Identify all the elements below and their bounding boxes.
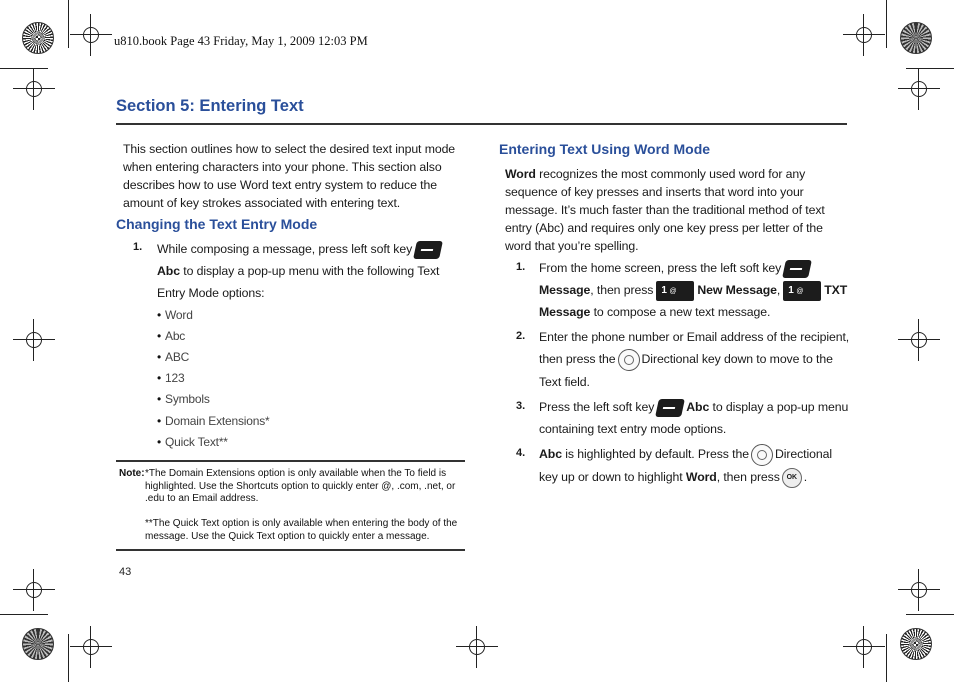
step-number: 1.	[133, 241, 143, 253]
registration-mark	[83, 639, 99, 655]
option-label: Word	[165, 308, 193, 322]
step-1-text	[157, 238, 467, 304]
step-text: .	[803, 469, 808, 484]
step-text: , then press	[716, 469, 780, 484]
key-symbol: @	[796, 287, 804, 295]
crop-mark	[886, 0, 887, 48]
step-text: From the home screen, press the left soft key	[539, 261, 782, 275]
note-rule-bottom	[116, 549, 465, 551]
crop-mark	[68, 634, 69, 682]
registration-mark	[83, 27, 99, 43]
crop-mark	[0, 68, 48, 69]
book-header: u810.book Page 43 Friday, May 1, 2009 12:03 PM	[114, 34, 368, 48]
step-number: 1.	[516, 261, 526, 273]
intro-paragraph: This section outlines how to select the desired text input mode when entering characters into your phone. This section also describes how to use Word text entry system to reduce the amount of key strokes associated with entering text.	[123, 142, 456, 210]
word-label: Word	[505, 167, 536, 181]
directional-key-icon	[618, 349, 640, 371]
crop-mark	[0, 614, 48, 615]
step-text: ,	[776, 283, 781, 297]
step-text: Directional key up or down to highlight	[539, 447, 832, 484]
list-item: • Word	[157, 308, 193, 322]
message-label: Message	[539, 305, 591, 319]
note-label: Note:	[119, 468, 145, 479]
registration-mark	[911, 582, 927, 598]
abc-label: Abc	[539, 447, 562, 461]
crop-mark	[906, 614, 954, 615]
option-label: Quick Text**	[165, 435, 228, 449]
step-text: is highlighted by default. Press the	[561, 447, 749, 461]
step-text: to compose a new text message.	[590, 305, 771, 319]
list-item: • ABC	[157, 350, 190, 364]
new-message-label: New Message	[697, 283, 777, 297]
note-quick-text: **The Quick Text option is only available when entering the body of the message. Use the Quick Text option to quickly enter a message.	[145, 518, 458, 542]
color-target-icon	[900, 22, 932, 54]
key-digit: 1	[661, 284, 667, 296]
list-item: • Domain Extensions*	[157, 414, 270, 428]
title-rule	[116, 123, 847, 125]
registration-mark	[856, 639, 872, 655]
directional-key-icon	[751, 444, 773, 466]
step-number: 4.	[516, 447, 526, 459]
word-mode-intro	[505, 165, 850, 255]
registration-mark	[26, 332, 42, 348]
step-1-text	[539, 257, 851, 323]
step-text: Enter the phone number or Email address of the recipient, then press the	[539, 330, 850, 366]
abc-label: Abc	[157, 264, 180, 278]
step-text: While composing a message, press left soft key	[157, 242, 413, 256]
key-1-icon	[783, 281, 821, 301]
registration-mark	[26, 582, 42, 598]
crop-mark	[68, 0, 69, 48]
subhead-changing-mode: Changing the Text Entry Mode	[116, 216, 318, 232]
left-soft-key-icon	[655, 399, 685, 417]
step-text: Press the left soft key	[539, 400, 655, 414]
list-item: • Abc	[157, 329, 186, 343]
color-target-icon	[22, 22, 54, 54]
step-number: 3.	[516, 400, 526, 412]
message-label: Message	[539, 283, 591, 297]
registration-mark	[856, 27, 872, 43]
step-4-text	[539, 443, 851, 488]
option-label: 123	[165, 371, 185, 385]
section-title: Section 5: Entering Text	[116, 97, 304, 115]
left-soft-key-icon	[782, 260, 812, 278]
step-text: to display a pop-up menu containing text entry mode options.	[539, 400, 849, 436]
crop-mark	[886, 634, 887, 682]
note-rule-top	[116, 460, 465, 462]
registration-mark	[911, 332, 927, 348]
left-soft-key-icon	[413, 241, 443, 259]
option-label: Abc	[165, 329, 186, 343]
txt-label: TXT	[824, 283, 848, 297]
crop-mark	[906, 68, 954, 69]
key-symbol: @	[669, 287, 677, 295]
intro-text: recognizes the most commonly used word for any sequence of key presses and inserts that word into your message. It’s much faster than the traditional method of text entry (Abc) and requires only one key press per letter of the word that you’re spelling.	[505, 167, 825, 253]
step-text: Directional key down to move to the Text field.	[539, 352, 833, 389]
step-2-text	[539, 326, 851, 393]
color-target-icon	[900, 628, 932, 660]
option-label: ABC	[165, 350, 190, 364]
key-1-icon	[656, 281, 694, 301]
step-text: to display a pop-up menu with the following Text Entry Mode options:	[157, 264, 440, 300]
step-text: , then press	[590, 283, 654, 297]
option-label: Symbols	[165, 392, 210, 406]
page-number: 43	[119, 566, 132, 578]
list-item: • Symbols	[157, 392, 210, 406]
option-label: Domain Extensions*	[165, 414, 270, 428]
step-3-text	[539, 396, 851, 440]
subhead-word-mode: Entering Text Using Word Mode	[499, 141, 711, 157]
note-domain-extensions: *The Domain Extensions option is only available when the To field is highlighted. Use the Shortcuts option to quickly enter @, .com, .net, or .edu to an Email address.	[145, 468, 456, 504]
key-digit: 1	[788, 284, 794, 296]
abc-label: Abc	[686, 400, 710, 414]
word-label: Word	[685, 469, 717, 484]
registration-mark	[469, 639, 485, 655]
list-item: • 123	[157, 371, 185, 385]
step-number: 2.	[516, 330, 526, 342]
list-item: • Quick Text**	[157, 435, 228, 449]
color-target-icon	[22, 628, 54, 660]
ok-key-icon: OK	[782, 468, 802, 488]
registration-mark	[911, 81, 927, 97]
registration-mark	[26, 81, 42, 97]
